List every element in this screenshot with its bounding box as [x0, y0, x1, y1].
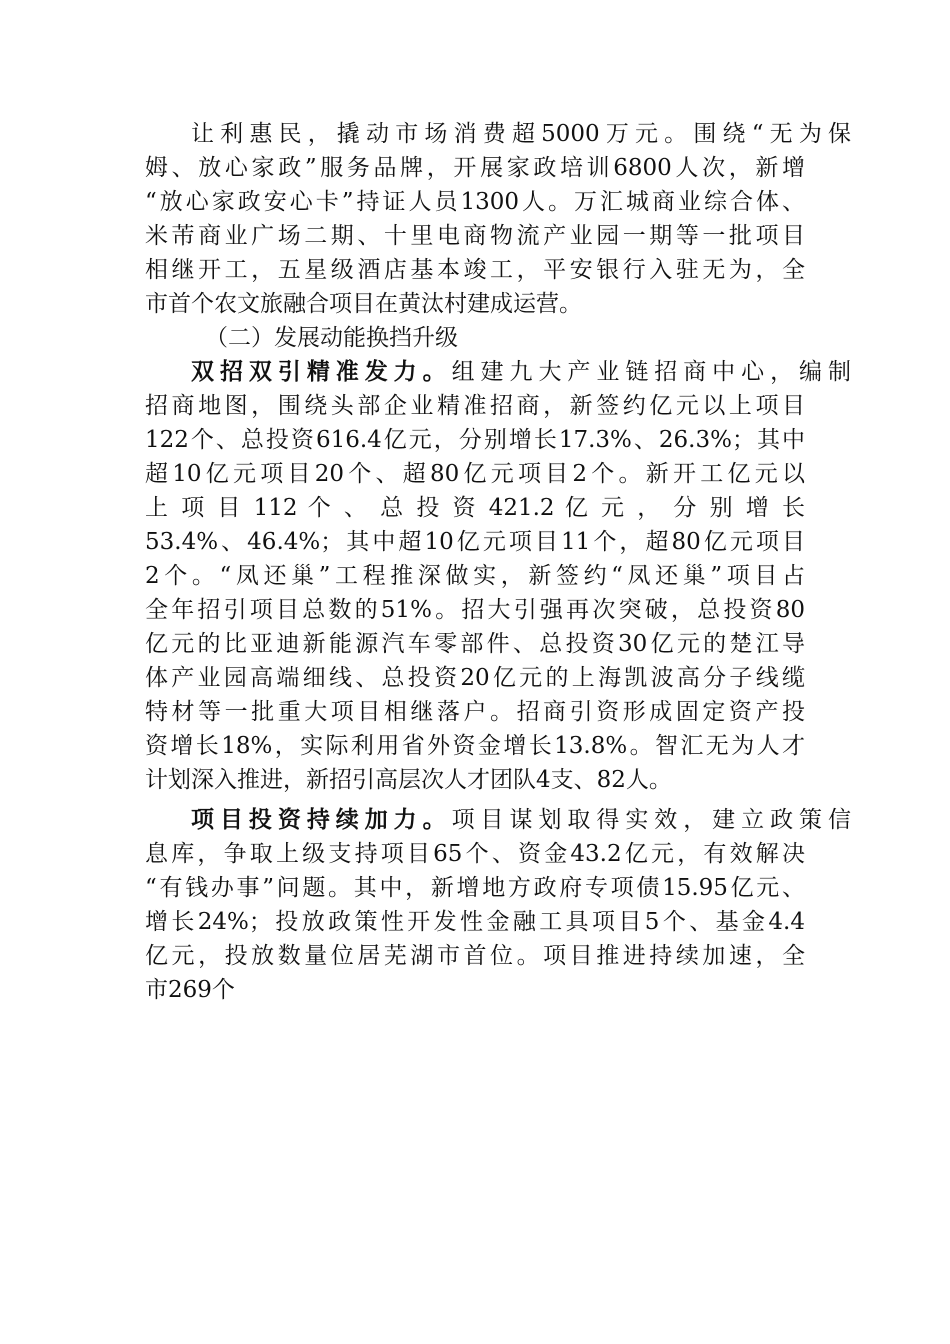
text-line — [145, 355, 851, 389]
text-line: 资增长18%，实际利用省外资金增长13.8%。智汇无为人才 — [145, 733, 805, 759]
text-line: 招商地图，围绕头部企业精准招商，新签约亿元以上项目 — [145, 393, 805, 419]
text-line: 米芾商业广场二期、十里电商物流产业园一期等一批项目 — [145, 223, 805, 249]
text-line: 122个、总投资616.4亿元，分别增长17.3%、26.3%；其中 — [145, 427, 805, 453]
text-run: 组建九大产业链招商中心，编制 — [451, 359, 852, 385]
text-line: 市首个农文旅融合项目在黄汰村建成运营。 — [145, 291, 582, 317]
paragraph-lead: 项目投资持续加力。 — [191, 806, 452, 833]
text-line: 让利惠民，撬动市场消费超5000万元。围绕“无为保 — [191, 121, 851, 147]
document-body — [145, 117, 852, 1007]
text-line: 特材等一批重大项目相继落户。招商引资形成固定资产投 — [145, 699, 805, 725]
text-run: 项目谋划取得实效，建立政策信 — [451, 807, 852, 833]
text-line: “有钱办事”问题。其中，新增地方政府专项债15.95亿元、 — [145, 875, 805, 901]
text-line: 计划深入推进，新招引高层次人才团队4支、82人。 — [145, 767, 672, 793]
text-line: 相继开工，五星级酒店基本竣工，平安银行入驻无为，全 — [145, 257, 805, 283]
text-line: 超10亿元项目20个、超80亿元项目2个。新开工亿元以 — [145, 461, 805, 487]
text-line: 市269个 — [145, 977, 235, 1003]
text-line: 亿元的比亚迪新能源汽车零部件、总投资30亿元的楚江导 — [145, 631, 805, 657]
text-line: 姆、放心家政”服务品牌，开展家政培训6800人次，新增 — [145, 155, 805, 181]
paragraph-project-investment — [145, 803, 852, 1007]
section-heading: （二）发展动能换挡升级 — [205, 325, 458, 351]
text-line: 息库，争取上级支持项目65个、资金43.2亿元，有效解决 — [145, 841, 805, 867]
text-line: 体产业园高端细线、总投资20亿元的上海凯波高分子线缆 — [145, 665, 805, 691]
text-line: 上 项 目 112 个 、 总 投 资 421.2 亿 元 ， 分 别 增 长 — [145, 495, 805, 521]
text-line — [145, 803, 851, 837]
text-line: 2个。“凤还巢”工程推深做实，新签约“凤还巢”项目占 — [145, 563, 805, 589]
paragraph-consumption — [145, 117, 851, 321]
paragraph-lead: 双招双引精准发力。 — [191, 358, 452, 385]
text-line: 增长24%；投放政策性开发性金融工具项目5个、基金4.4 — [145, 909, 805, 935]
text-line: 亿元，投放数量位居芜湖市首位。项目推进持续加速，全 — [145, 943, 805, 969]
paragraph-investment-attraction — [145, 355, 852, 797]
text-line: 53.4%、46.4%；其中超10亿元项目11个，超80亿元项目 — [145, 529, 805, 555]
text-line: 全年招引项目总数的51%。招大引强再次突破，总投资80 — [145, 597, 805, 623]
text-line: “放心家政安心卡”持证人员1300人。万汇城商业综合体、 — [145, 189, 805, 215]
